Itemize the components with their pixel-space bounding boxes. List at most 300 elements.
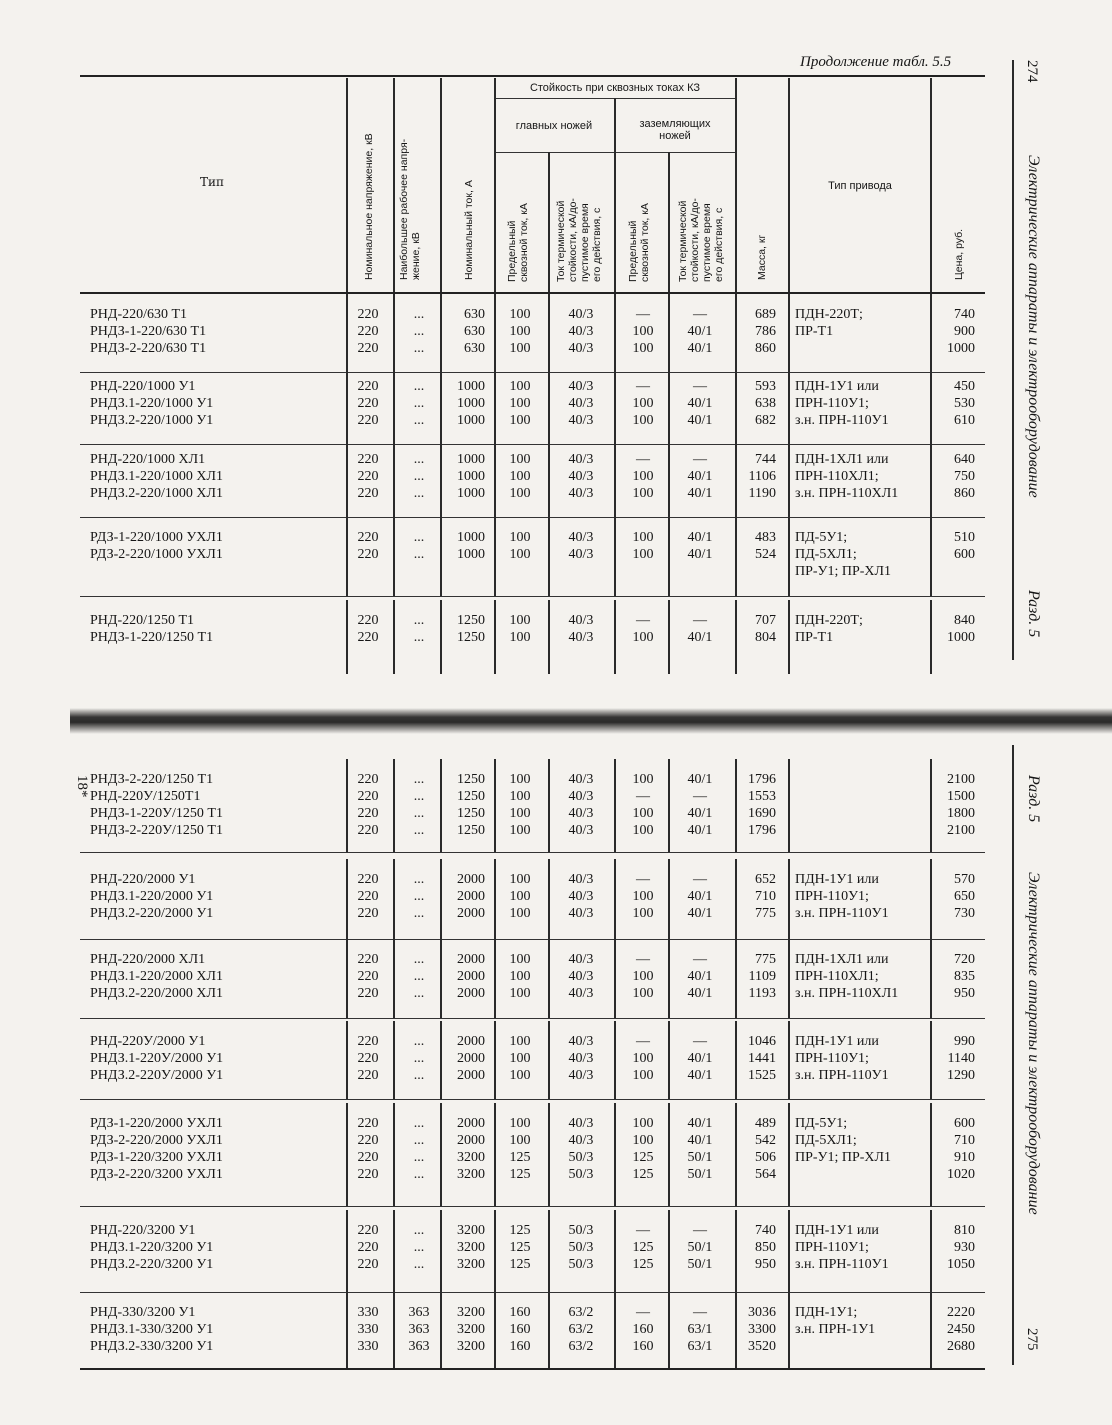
- cell-umax: ...: [413, 1051, 425, 1066]
- cell-ilim: 100: [509, 1133, 531, 1148]
- cell-it: 40/3: [568, 823, 594, 838]
- cell-mass: 1046: [748, 1034, 776, 1049]
- cell-drive: ПРН-110ХЛ1;: [795, 469, 879, 484]
- cell-ilim-g: 100: [632, 1116, 654, 1131]
- cell-it: 40/3: [568, 889, 594, 904]
- header-thermal-ground: Ток термической стойкости, кА/до- пустимое время его действия, с: [677, 198, 725, 282]
- cell-it-g: 40/1: [687, 530, 713, 545]
- cell-type: РДЗ-2-220/1000 УХЛ1: [90, 547, 223, 562]
- cell-it: 40/3: [568, 307, 594, 322]
- cell-it: 40/3: [568, 530, 594, 545]
- cell-type: РНД-220У/1250Т1: [90, 789, 201, 804]
- cell-umax: ...: [413, 341, 425, 356]
- cell-umax: ...: [413, 1223, 425, 1238]
- cell-it-g: 40/1: [687, 1116, 713, 1131]
- cell-it-g: 40/1: [687, 324, 713, 339]
- cell-un: 220: [357, 969, 379, 984]
- cell-un: 220: [357, 823, 379, 838]
- cell-price: 990: [954, 1034, 975, 1049]
- cell-in: 1250: [457, 613, 485, 628]
- cell-type: РНДЗ.2-220У/2000 У1: [90, 1068, 224, 1083]
- table-row: [0, 871, 1000, 888]
- cell-type: РНДЗ.1-220/3200 У1: [90, 1240, 214, 1255]
- header-column-rule: [393, 78, 395, 292]
- cell-in: 1000: [457, 530, 485, 545]
- cell-in: 2000: [457, 969, 485, 984]
- cell-un: 220: [357, 307, 379, 322]
- table-row: [0, 1033, 1000, 1050]
- cell-ilim: 125: [509, 1240, 531, 1255]
- cell-in: 630: [464, 324, 485, 339]
- cell-mass: 1190: [748, 486, 776, 501]
- cell-in: 1250: [457, 630, 485, 645]
- table-row: [0, 888, 1000, 905]
- cell-umax: ...: [413, 789, 425, 804]
- cell-it-g: 40/1: [687, 396, 713, 411]
- cell-un: 220: [357, 530, 379, 545]
- table-row: [0, 629, 1000, 646]
- header-column-rule: [614, 98, 616, 292]
- group-separator: [80, 372, 985, 373]
- cell-ilim: 100: [509, 1034, 531, 1049]
- cell-drive: ПРН-110У1;: [795, 889, 869, 904]
- cell-in: 3200: [457, 1167, 485, 1182]
- table-row: [0, 1338, 1000, 1355]
- cell-ilim: 100: [509, 307, 531, 322]
- running-section-top: Разд. 5: [1025, 590, 1042, 638]
- table-row: [0, 529, 1000, 546]
- table-row: [0, 468, 1000, 485]
- cell-in: 2000: [457, 872, 485, 887]
- cell-un: 220: [357, 1150, 379, 1165]
- cell-type: РНД-220У/2000 У1: [90, 1034, 206, 1049]
- cell-price: 910: [954, 1150, 975, 1165]
- cell-type: РНДЗ.2-220/2000 У1: [90, 906, 214, 921]
- header-thermal-main: Ток термической стойкости, кА/до- пустимое время его действия, с: [555, 198, 603, 282]
- cell-type: РДЗ-1-220/1000 УХЛ1: [90, 530, 223, 545]
- cell-mass: 638: [755, 396, 776, 411]
- cell-ilim-g: —: [636, 1034, 650, 1049]
- cell-it: 50/3: [568, 1257, 594, 1272]
- table-top-rule: [80, 75, 985, 77]
- group-separator: [80, 939, 985, 940]
- cell-ilim: 100: [509, 1116, 531, 1131]
- cell-ilim-g: 100: [632, 324, 654, 339]
- cell-it: 40/3: [568, 1034, 594, 1049]
- cell-mass: 775: [755, 952, 776, 967]
- cell-drive: з.н. ПРН-110ХЛ1: [795, 986, 899, 1001]
- page-number-top: 274: [1024, 60, 1040, 83]
- cell-type: РНДЗ-1-220/630 Т1: [90, 324, 207, 339]
- cell-in: 630: [464, 307, 485, 322]
- cell-it: 40/3: [568, 547, 594, 562]
- cell-umax: ...: [413, 906, 425, 921]
- cell-ilim-g: 125: [632, 1240, 654, 1255]
- cell-price: 570: [954, 872, 975, 887]
- cell-type: РНДЗ.2-220/2000 ХЛ1: [90, 986, 223, 1001]
- cell-it: 50/3: [568, 1223, 594, 1238]
- cell-it-g: —: [693, 1034, 707, 1049]
- cell-ilim: 125: [509, 1150, 531, 1165]
- cell-in: 2000: [457, 1034, 485, 1049]
- cell-un: 220: [357, 613, 379, 628]
- table-row: [0, 788, 1000, 805]
- cell-ilim: 160: [509, 1305, 531, 1320]
- cell-umax: ...: [413, 630, 425, 645]
- cell-ilim: 100: [509, 986, 531, 1001]
- cell-it-g: —: [693, 872, 707, 887]
- cell-it: 40/3: [568, 469, 594, 484]
- cell-type: РНДЗ-2-220/1250 Т1: [90, 772, 214, 787]
- cell-in: 3200: [457, 1257, 485, 1272]
- header-max-voltage: Наибольшее рабочее напря- жение, кВ: [398, 138, 422, 280]
- cell-ilim: 100: [509, 889, 531, 904]
- cell-drive: ПДН-1У1 или: [795, 872, 879, 887]
- cell-ilim-g: —: [636, 789, 650, 804]
- cell-ilim: 100: [509, 396, 531, 411]
- cell-it-g: 63/1: [687, 1322, 713, 1337]
- cell-price: 835: [954, 969, 975, 984]
- cell-drive: ПРН-110У1;: [795, 396, 869, 411]
- cell-drive: з.н. ПРН-110У1: [795, 1257, 889, 1272]
- table-row: [0, 771, 1000, 788]
- cell-in: 3200: [457, 1305, 485, 1320]
- cell-it-g: 40/1: [687, 1068, 713, 1083]
- cell-ilim-g: 100: [632, 469, 654, 484]
- cell-it: 40/3: [568, 613, 594, 628]
- cell-umax: ...: [413, 452, 425, 467]
- cell-it: 50/3: [568, 1150, 594, 1165]
- cell-in: 2000: [457, 906, 485, 921]
- header-column-rule: [788, 78, 790, 292]
- cell-un: 220: [357, 986, 379, 1001]
- cell-it-g: 40/1: [687, 772, 713, 787]
- cell-umax: ...: [413, 772, 425, 787]
- cell-drive: ПДН-1У1;: [795, 1305, 858, 1320]
- cell-un: 220: [357, 413, 379, 428]
- cell-umax: ...: [413, 486, 425, 501]
- cell-umax: ...: [413, 547, 425, 562]
- cell-mass: 740: [755, 1223, 776, 1238]
- cell-price: 740: [954, 307, 975, 322]
- cell-un: 220: [357, 806, 379, 821]
- cell-un: 220: [357, 324, 379, 339]
- cell-ilim-g: 100: [632, 486, 654, 501]
- table-row: [0, 1321, 1000, 1338]
- cell-it-g: 50/1: [687, 1167, 713, 1182]
- table-row: [0, 1149, 1000, 1166]
- cell-it-g: 40/1: [687, 969, 713, 984]
- table-row: [0, 412, 1000, 429]
- table-row: [0, 378, 1000, 395]
- header-ground-knives: заземляющих ножей: [639, 118, 711, 142]
- cell-mass: 707: [755, 613, 776, 628]
- cell-it-g: —: [693, 307, 707, 322]
- cell-mass: 524: [755, 547, 776, 562]
- cell-drive: ПДН-220Т;: [795, 307, 863, 322]
- cell-ilim: 125: [509, 1257, 531, 1272]
- cell-ilim-g: —: [636, 613, 650, 628]
- cell-ilim-g: 160: [632, 1322, 654, 1337]
- cell-mass: 1525: [748, 1068, 776, 1083]
- cell-un: 220: [357, 1034, 379, 1049]
- cell-type: РНДЗ.1-220У/2000 У1: [90, 1051, 224, 1066]
- cell-ilim-g: 100: [632, 1133, 654, 1148]
- cell-in: 3200: [457, 1322, 485, 1337]
- cell-umax: ...: [413, 1240, 425, 1255]
- cell-umax: ...: [413, 1034, 425, 1049]
- cell-drive: ПДН-1У1 или: [795, 1034, 879, 1049]
- cell-mass: 1106: [748, 469, 776, 484]
- cell-type: РНД-220/1250 Т1: [90, 613, 195, 628]
- header-limit-current-main: Предельный сквозной ток, кА: [506, 203, 530, 282]
- table-row: [0, 1239, 1000, 1256]
- table-row: [0, 985, 1000, 1002]
- cell-mass: 804: [755, 630, 776, 645]
- table-row: [0, 1166, 1000, 1183]
- header-resistance-group: Стойкость при сквозных токах КЗ: [529, 82, 701, 94]
- cell-price: 600: [954, 547, 975, 562]
- cell-mass: 1796: [748, 772, 776, 787]
- header-price: Цена, руб.: [953, 228, 965, 280]
- cell-in: 3200: [457, 1240, 485, 1255]
- cell-ilim-g: 100: [632, 969, 654, 984]
- header-nominal-current: Номинальный ток, А: [463, 180, 475, 280]
- cell-mass: 786: [755, 324, 776, 339]
- cell-it: 40/3: [568, 906, 594, 921]
- cell-ilim: 100: [509, 906, 531, 921]
- cell-un: 220: [357, 379, 379, 394]
- cell-type: РНДЗ-2-220У/1250 Т1: [90, 823, 223, 838]
- cell-price: 1290: [947, 1068, 975, 1083]
- cell-umax: ...: [413, 613, 425, 628]
- cell-drive: ПД-5ХЛ1;: [795, 547, 857, 562]
- cell-price: 860: [954, 486, 975, 501]
- cell-it: 40/3: [568, 789, 594, 804]
- cell-un: 220: [357, 1167, 379, 1182]
- cell-umax: ...: [413, 413, 425, 428]
- cell-it-g: 40/1: [687, 469, 713, 484]
- cell-it: 63/2: [568, 1322, 594, 1337]
- cell-umax: ...: [413, 872, 425, 887]
- cell-in: 3200: [457, 1150, 485, 1165]
- group-separator: [80, 444, 985, 445]
- cell-un: 330: [357, 1322, 379, 1337]
- cell-umax: ...: [413, 469, 425, 484]
- cell-price: 610: [954, 413, 975, 428]
- cell-mass: 682: [755, 413, 776, 428]
- cell-in: 1000: [457, 452, 485, 467]
- cell-mass: 3520: [748, 1339, 776, 1354]
- cell-drive: з.н. ПРН-110ХЛ1: [795, 486, 899, 501]
- cell-type: РНДЗ.1-220/1000 У1: [90, 396, 214, 411]
- cell-mass: 542: [755, 1133, 776, 1148]
- cell-price: 510: [954, 530, 975, 545]
- running-title-top: Электрические аппараты и электрооборудование: [1025, 155, 1042, 498]
- cell-un: 220: [357, 469, 379, 484]
- cell-in: 2000: [457, 986, 485, 1001]
- cell-price: 1500: [947, 789, 975, 804]
- cell-umax: ...: [413, 396, 425, 411]
- cell-type: РНДЗ.2-220/1000 У1: [90, 413, 214, 428]
- cell-it-g: 40/1: [687, 823, 713, 838]
- cell-drive: ПРН-110ХЛ1;: [795, 969, 879, 984]
- cell-mass: 1690: [748, 806, 776, 821]
- cell-price: 900: [954, 324, 975, 339]
- cell-mass: 564: [755, 1167, 776, 1182]
- cell-it-g: —: [693, 1305, 707, 1320]
- cell-in: 3200: [457, 1223, 485, 1238]
- cell-mass: 1553: [748, 789, 776, 804]
- cell-type: РНДЗ.1-220/2000 У1: [90, 889, 214, 904]
- cell-in: 2000: [457, 952, 485, 967]
- cell-ilim-g: —: [636, 872, 650, 887]
- cell-it-g: 40/1: [687, 1133, 713, 1148]
- cell-in: 3200: [457, 1339, 485, 1354]
- table-row: [0, 1256, 1000, 1273]
- cell-un: 220: [357, 1051, 379, 1066]
- header-column-rule: [735, 78, 737, 292]
- cell-drive: ПД-5У1;: [795, 1116, 848, 1131]
- header-limit-current-ground: Предельный сквозной ток, кА: [627, 203, 651, 282]
- cell-it: 40/3: [568, 486, 594, 501]
- cell-mass: 950: [755, 1257, 776, 1272]
- cell-it: 40/3: [568, 413, 594, 428]
- header-column-rule: [494, 78, 496, 292]
- cell-umax: ...: [413, 324, 425, 339]
- cell-it-g: 40/1: [687, 906, 713, 921]
- cell-price: 640: [954, 452, 975, 467]
- running-section-bottom: Разд. 5: [1025, 775, 1042, 823]
- cell-it-g: 40/1: [687, 341, 713, 356]
- cell-price: 2220: [947, 1305, 975, 1320]
- group-separator: [80, 852, 985, 853]
- cell-un: 220: [357, 1257, 379, 1272]
- cell-ilim-g: 100: [632, 986, 654, 1001]
- header-column-rule: [548, 152, 550, 292]
- cell-it-g: 40/1: [687, 486, 713, 501]
- cell-price: 730: [954, 906, 975, 921]
- cell-ilim-g: 100: [632, 806, 654, 821]
- signature-mark: 18*: [74, 775, 90, 798]
- cell-it-g: —: [693, 789, 707, 804]
- cell-un: 220: [357, 486, 379, 501]
- cell-un: 220: [357, 789, 379, 804]
- cell-type: РНД-220/3200 У1: [90, 1223, 196, 1238]
- cell-it-g: 50/1: [687, 1240, 713, 1255]
- cell-type: РНДЗ.2-220/3200 У1: [90, 1257, 214, 1272]
- table-caption: Продолжение табл. 5.5: [800, 54, 952, 70]
- table-row: [0, 563, 1000, 580]
- table-row: [0, 485, 1000, 502]
- cell-ilim-g: —: [636, 1305, 650, 1320]
- cell-ilim-g: 125: [632, 1167, 654, 1182]
- cell-drive: ПР-Т1: [795, 630, 834, 645]
- cell-it-g: —: [693, 379, 707, 394]
- group-separator: [80, 596, 985, 597]
- cell-it: 40/3: [568, 772, 594, 787]
- cell-mass: 1441: [748, 1051, 776, 1066]
- cell-umax: ...: [413, 806, 425, 821]
- cell-mass: 1796: [748, 823, 776, 838]
- cell-drive: з.н. ПРН-1У1: [795, 1322, 876, 1337]
- cell-it-g: 40/1: [687, 413, 713, 428]
- cell-un: 220: [357, 1223, 379, 1238]
- cell-mass: 860: [755, 341, 776, 356]
- cell-ilim: 100: [509, 806, 531, 821]
- cell-in: 1000: [457, 547, 485, 562]
- cell-drive: ПРН-110У1;: [795, 1051, 869, 1066]
- cell-ilim-g: 100: [632, 1051, 654, 1066]
- group-separator: [80, 1099, 985, 1100]
- cell-type: РДЗ-1-220/3200 УХЛ1: [90, 1150, 223, 1165]
- cell-ilim-g: 160: [632, 1339, 654, 1354]
- cell-mass: 775: [755, 906, 776, 921]
- cell-ilim-g: 100: [632, 772, 654, 787]
- cell-un: 220: [357, 1240, 379, 1255]
- cell-price: 450: [954, 379, 975, 394]
- header-type: Тип: [200, 175, 224, 189]
- cell-umax: 363: [408, 1322, 430, 1337]
- cell-type: РНДЗ.1-220/1000 ХЛ1: [90, 469, 223, 484]
- cell-drive: з.н. ПРН-110У1: [795, 413, 889, 428]
- running-title-bottom: Электрические аппараты и электрооборудование: [1025, 872, 1042, 1215]
- cell-un: 220: [357, 547, 379, 562]
- cell-price: 930: [954, 1240, 975, 1255]
- header-column-rule: [668, 152, 670, 292]
- margin-rule-bottom: [1012, 745, 1014, 1365]
- cell-ilim: 160: [509, 1339, 531, 1354]
- cell-it: 40/3: [568, 1116, 594, 1131]
- cell-un: 330: [357, 1339, 379, 1354]
- header-column-rule: [440, 78, 442, 292]
- cell-ilim: 100: [509, 872, 531, 887]
- cell-price: 840: [954, 613, 975, 628]
- cell-umax: ...: [413, 1116, 425, 1131]
- table-row: [0, 306, 1000, 323]
- cell-mass: 652: [755, 872, 776, 887]
- cell-un: 220: [357, 630, 379, 645]
- cell-price: 650: [954, 889, 975, 904]
- cell-umax: ...: [413, 530, 425, 545]
- cell-price: 600: [954, 1116, 975, 1131]
- cell-umax: ...: [413, 823, 425, 838]
- cell-umax: ...: [413, 1133, 425, 1148]
- cell-ilim: 100: [509, 952, 531, 967]
- cell-drive: ПР-Т1: [795, 324, 834, 339]
- cell-type: РНДЗ-2-220/630 Т1: [90, 341, 207, 356]
- cell-in: 1000: [457, 486, 485, 501]
- cell-umax: ...: [413, 1068, 425, 1083]
- cell-un: 220: [357, 872, 379, 887]
- cell-un: 220: [357, 772, 379, 787]
- table-row: [0, 1132, 1000, 1149]
- cell-ilim: 125: [509, 1223, 531, 1238]
- cell-umax: 363: [408, 1305, 430, 1320]
- cell-ilim-g: 100: [632, 906, 654, 921]
- cell-drive: ПДН-220Т;: [795, 613, 863, 628]
- cell-it: 40/3: [568, 630, 594, 645]
- cell-ilim: 100: [509, 379, 531, 394]
- cell-type: РНД-220/630 Т1: [90, 307, 188, 322]
- table-row: [0, 1050, 1000, 1067]
- cell-ilim-g: 100: [632, 823, 654, 838]
- cell-type: РДЗ-2-220/3200 УХЛ1: [90, 1167, 223, 1182]
- cell-mass: 1193: [748, 986, 776, 1001]
- cell-type: РНДЗ.1-330/3200 У1: [90, 1322, 214, 1337]
- cell-in: 2000: [457, 1051, 485, 1066]
- cell-mass: 3300: [748, 1322, 776, 1337]
